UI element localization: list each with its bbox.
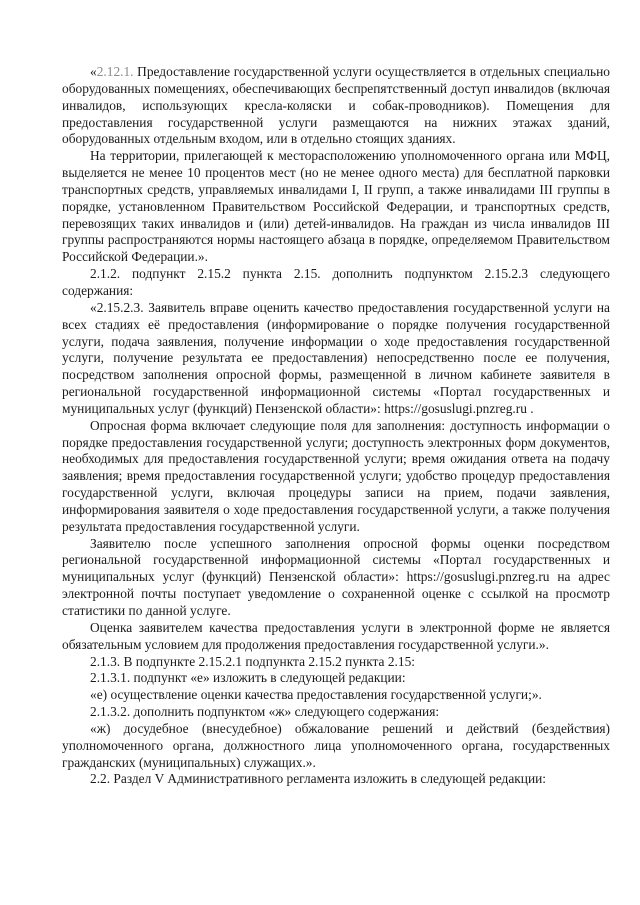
paragraph-2-1-3: 2.1.3. В подпункте 2.15.2.1 подпункта 2.15.2 пункта 2.15:: [90, 653, 416, 669]
paragraph-2-15-2-3: «2.15.2.3. Заявитель вправе оценить качество предоставления государственной услуги на всех стадиях её предоставления (информирование о порядке получения государственной услуги, подача заявления, получение информации о ходе предоставления государственной услуги, получение результата ее предоставления) непосредственно после ее получения, посредством заполнения опросной формы, размещенной в личном кабинете заявителя в региональной государственной информационной системы «Портал государственных и муниципальных услуг (функций) Пензенской области»: https://gosuslugi.pnzreg.ru .: [62, 299, 610, 416]
paragraph-parking: На территории, прилегающей к месторасположению уполномоченного органа или МФЦ, выделяется не менее 10 процентов мест (но не менее одного места) для бесплатной парковки транспортных средств, управляемых инвалидами I, II групп, а также инвалидами III группы в порядке, установленном Правительством Российской Федерации, и транспортных средств, перевозящих таких инвалидов и (или) детей-инвалидов. На граждан из числа инвалидов III группы распространяются нормы настоящего абзаца в порядке, определяемом Правительством Российской Федерации.».: [62, 148, 610, 265]
document-page: [62, 64, 610, 788]
paragraph-optional-rating: Оценка заявителем качества предоставления услуги в электронной форме не является обязательным условием для продолжения предоставления государственной услуги.».: [62, 619, 610, 652]
paragraph-2-1-2: 2.1.2. подпункт 2.15.2 пункта 2.15. дополнить подпунктом 2.15.2.3 следующего содержания:: [62, 266, 610, 298]
open-quote: «: [90, 64, 97, 79]
paragraph-2-1-3-2: 2.1.3.2. дополнить подпунктом «ж» следующего содержания:: [90, 704, 440, 720]
paragraph-2-12-1: [62, 64, 610, 148]
paragraph-text: Предоставление государственной услуги осуществляется в отдельных специально оборудованных помещениях, обеспечивающих беспрепятственный доступ инвалидов (включая инвалидов, использующих кресла-коляски и собак-проводников). Помещения для предоставления государственной услуги размещаются на нижних этажах зданий, оборудованных отдельным входом, или в отдельно стоящих зданиях.: [62, 64, 610, 147]
paragraph-2-1-3-1: 2.1.3.1. подпункт «е» изложить в следующей редакции:: [90, 670, 406, 686]
paragraph-notification: Заявителю после успешного заполнения опросной формы оценки посредством региональной государственной информационной системы «Портал государственных и муниципальных услуг (функций) Пензенской области»: https://gosuslugi.pnzreg.ru на адрес электронной почты поступает уведомление о сохраненной оценке с ссылкой на просмотр статистики по данной услуге.: [62, 535, 610, 618]
paragraph-subclause-e: «е) осуществление оценки качества предоставления государственной услуги;».: [90, 687, 542, 703]
paragraph-2-2: 2.2. Раздел V Административного регламента изложить в следующей редакции:: [90, 771, 547, 787]
clause-number: 2.12.1.: [96, 64, 134, 79]
paragraph-survey-fields: Опросная форма включает следующие поля для заполнения: доступность информации о порядке предоставления государственной услуги; доступность электронных форм документов, необходимых для предоставления государственной услуги; время ожидания ответа на подачу заявления; время предоставления государственной услуги; удобство процедур предоставления государственной услуги, включая процедуры записи на прием, подачи заявления, информирования заявителя о ходе предоставления государственной услуги, а также получения результата предоставления государственной услуги.: [62, 417, 610, 534]
paragraph-subclause-zh: «ж) досудебное (внесудебное) обжалование решений и действий (бездействия) уполномоченного органа, должностного лица уполномоченного органа, государственных гражданских (муниципальных) служащих.».: [62, 720, 610, 770]
